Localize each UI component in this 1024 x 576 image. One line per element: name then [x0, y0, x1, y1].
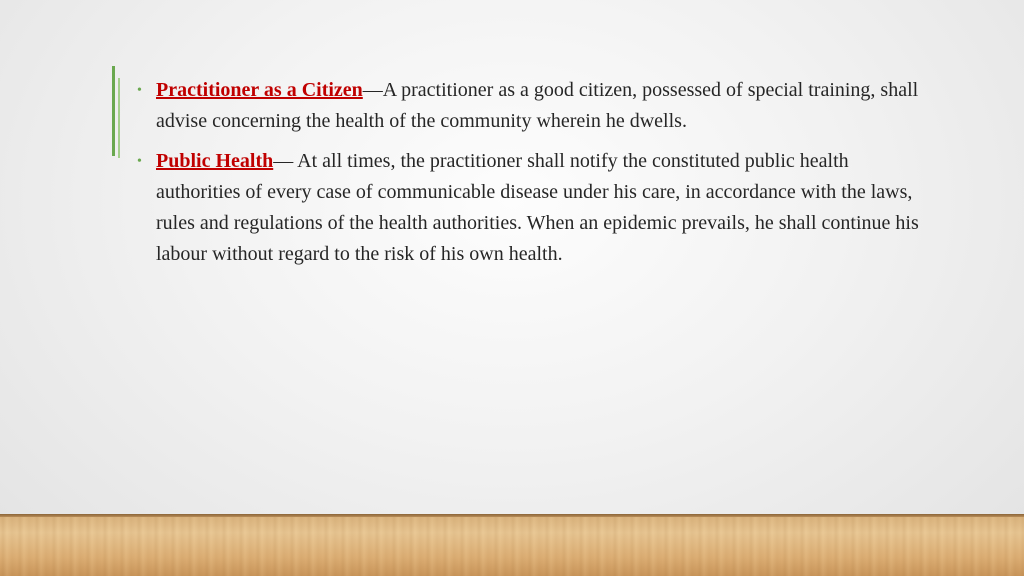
bullet-public-health — [128, 146, 928, 270]
accent-bar — [112, 66, 115, 156]
bullet-list — [128, 75, 928, 279]
bullet-practitioner-as-citizen — [128, 75, 928, 137]
accent-bar-secondary — [118, 78, 120, 158]
wood-floor-background — [0, 514, 1024, 576]
bullet-term: Public Health — [156, 150, 274, 172]
bullet-dot-icon: • — [137, 83, 142, 98]
bullet-text: — At all times, the practitioner shall notify the constituted public health authorities of every case of communicable disease under his care, in accordance with the laws, rules and regulations of the health authorities. When an epidemic prevails, he shall continue his labour without regard to the risk of his own health. — [156, 150, 919, 265]
bullet-dot-icon: • — [137, 154, 142, 169]
bullet-text: —A practitioner as a good citizen, possessed of special training, shall advise concerning the health of the community wherein he dwells. — [156, 79, 919, 132]
floor-edge — [0, 514, 1024, 517]
bullet-term: Practitioner as a Citizen — [156, 79, 363, 101]
